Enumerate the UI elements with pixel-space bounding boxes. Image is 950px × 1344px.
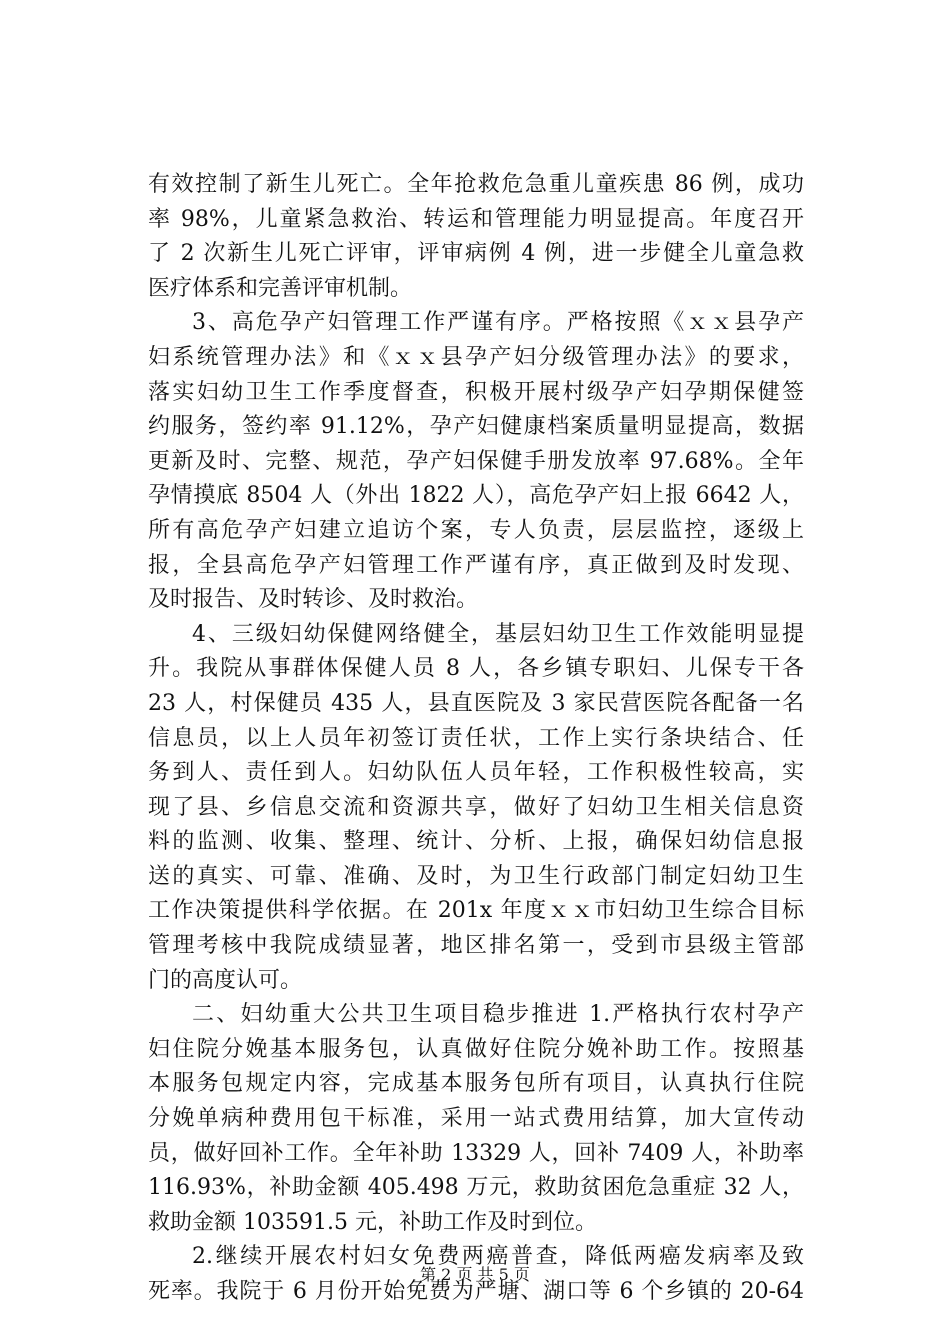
text-line: 更新及时、完整、规范，孕产妇保健手册发放率 97.68%。全年 [148,448,804,474]
text-line: 管理考核中我院成绩显著，地区排名第一，受到市县级主管部 [148,933,804,959]
text-line: 所有高危孕产妇建立追访个案，专人负责，层层监控，逐级上 [148,517,804,543]
text-line: 料的监测、收集、整理、统计、分析、上报，确保妇幼信息报 [148,829,804,855]
text-line: 率 98%，儿童紧急救治、转运和管理能力明显提高。年度召开 [148,206,804,232]
text-line: 报，全县高危孕产妇管理工作严谨有序，真正做到及时发现、 [148,552,804,578]
text-line: 孕情摸底 8504 人（外出 1822 人），高危孕产妇上报 6642 人， [148,483,804,509]
text-line: 本服务包规定内容，完成基本服务包所有项目，认真执行住院 [148,1071,804,1097]
text-line: 落实妇幼卫生工作季度督查，积极开展村级孕产妇孕期保健签 [148,379,804,405]
text-line: 务到人、责任到人。妇幼队伍人员年轻，工作积极性较高，实 [148,760,804,786]
text-line: 4、三级妇幼保健网络健全，基层妇幼卫生工作效能明显提 [192,621,804,647]
text-line: 现了县、乡信息交流和资源共享，做好了妇幼卫生相关信息资 [148,794,804,820]
text-line: 及时报告、及时转诊、及时救治。 [148,587,479,613]
page-footer: 第 2 页 共 5 页 [420,1265,530,1284]
text-line: 升。我院从事群体保健人员 8 人，各乡镇专职妇、儿保专干各 [148,656,804,682]
text-line: 救助金额 103591.5 元，补助工作及时到位。 [148,1209,597,1235]
text-line: 2.继续开展农村妇女免费两癌普查，降低两癌发病率及致 [192,1244,804,1270]
text-line: 妇系统管理办法》和《ｘｘ县孕产妇分级管理办法》的要求， [148,344,804,370]
text-line: 二、妇幼重大公共卫生项目稳步推进 1.严格执行农村孕产 [192,1002,804,1028]
body-text [148,168,804,1310]
text-line: 3、高危孕产妇管理工作严谨有序。严格按照《ｘｘ县孕产 [192,310,804,336]
text-line: 116.93%，补助金额 405.498 万元，救助贫困危急重症 32 人， [148,1175,804,1201]
text-line: 有效控制了新生儿死亡。全年抢救危急重儿童疾患 86 例，成功 [148,172,804,197]
text-line: 妇住院分娩基本服务包，认真做好住院分娩补助工作。按照基 [148,1036,804,1062]
text-line: 了 2 次新生儿死亡评审，评审病例 4 例，进一步健全儿童急救 [148,241,804,267]
text-line: 送的真实、可靠、准确、及时，为卫生行政部门制定妇幼卫生 [148,863,804,889]
text-line: 门的高度认可。 [148,967,303,993]
text-line: 员，做好回补工作。全年补助 13329 人，回补 7409 人，补助率 [148,1140,804,1166]
text-line: 约服务，签约率 91.12%，孕产妇健康档案质量明显提高，数据 [148,414,804,440]
text-line: 分娩单病种费用包干标准，采用一站式费用结算，加大宣传动 [148,1106,804,1132]
text-line: 信息员，以上人员年初签订责任状，工作上实行条块结合、任 [148,725,804,751]
text-line: 工作决策提供科学依据。在 201x 年度ｘｘ市妇幼卫生综合目标 [148,898,804,924]
text-line: 医疗体系和完善评审机制。 [148,275,413,301]
text-line: 死率。我院于 6 月份开始免费为严塘、湖口等 6 个乡镇的 20-64 [148,1279,804,1304]
text-line: 23 人，村保健员 435 人，县直医院及 3 家民营医院各配备一名 [148,690,804,716]
